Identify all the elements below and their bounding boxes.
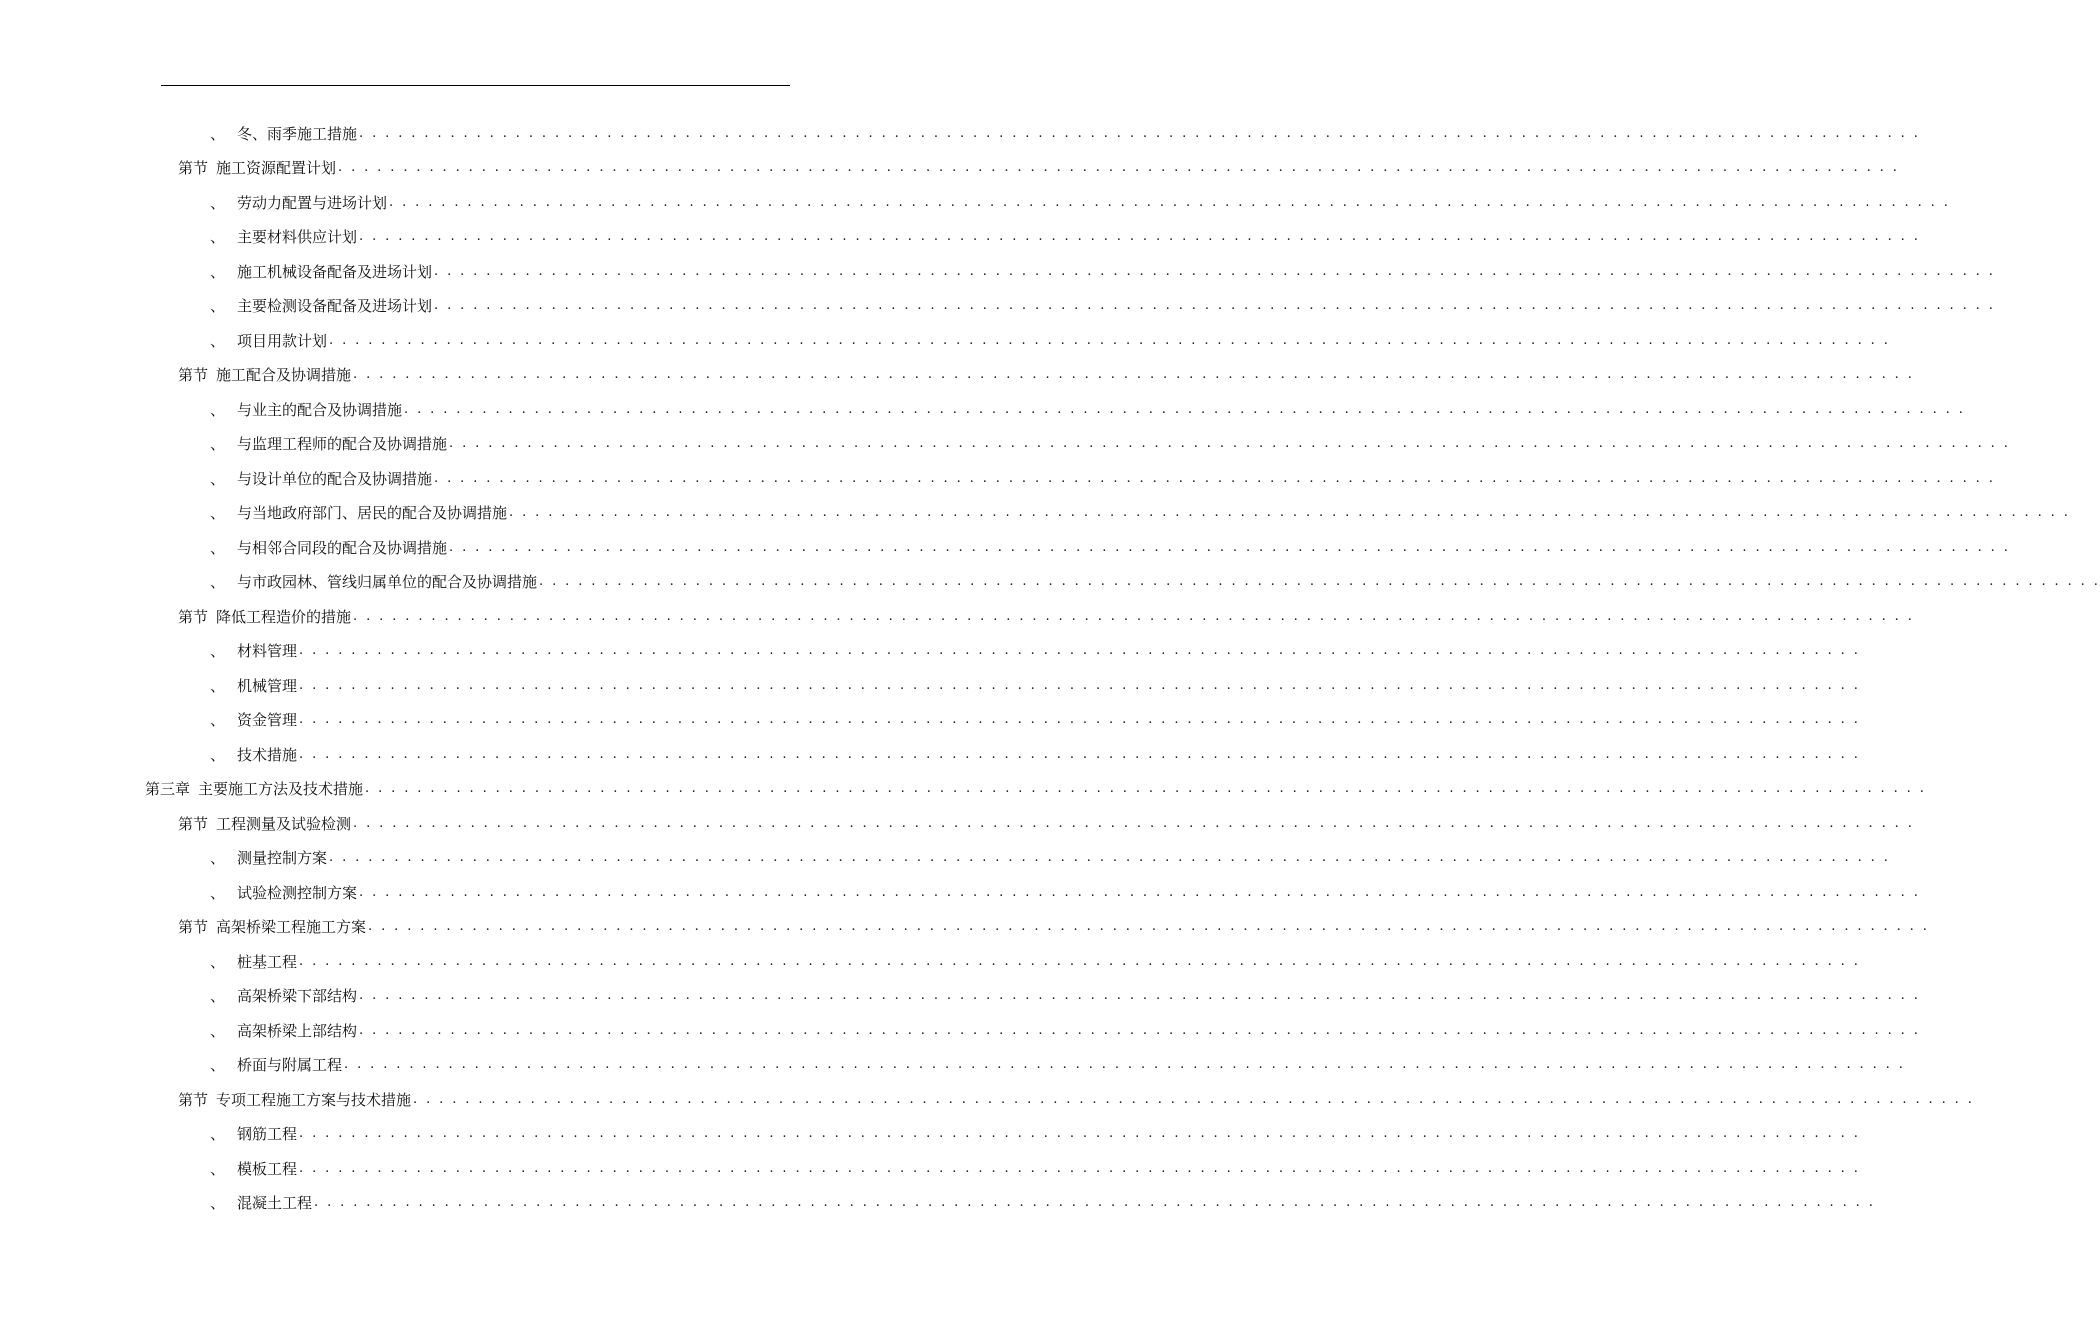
dot-leader: . . . . . . . . . . . . . . . . . . . . . . . . . . . . . . . . . . . . . . . . . . . . . . . . . . . . . . . . . . . . . . . . . . . . . . . . . . . . . . . . . . . . . . . . . . . . . . . . . . . . . . . . . . . . . . . . . . . . . . . . (353, 608, 1915, 624)
toc-entry-section[interactable] (0, 151, 1900, 186)
toc-entry-title: 施工资源配置计划 (216, 159, 337, 178)
toc-entry-title: 桥面与附属工程 (237, 1056, 343, 1075)
toc-entry-item[interactable] (0, 944, 1861, 979)
header-rule (161, 85, 790, 86)
dot-leader: . . . . . . . . . . . . . . . . . . . . . . . . . . . . . . . . . . . . . . . . . . . . . . . . . . . . . . . . . . . . . . . . . . . . . . . . . . . . . . . . . . . . . . . . . . . . . . . . . . . . . . . . . . . . . . . . . . . . . . . . (434, 470, 1996, 486)
dot-leader: . . . . . . . . . . . . . . . . . . . . . . . . . . . . . . . . . . . . . . . . . . . . . . . . . . . . . . . . . . . . . . . . . . . . . . . . . . . . . . . . . . . . . . . . . . . . . . . . . . . . . . . . . . . . . . . . . . . . . . . . (329, 850, 1891, 866)
toc-entry-title: 项目用款计划 (237, 331, 328, 350)
toc-entry-item[interactable] (0, 116, 1921, 151)
toc-entry-item[interactable] (0, 979, 1921, 1014)
toc-entry-item[interactable] (0, 1186, 1876, 1221)
toc-entry-title: 主要检测设备配备及进场计划 (237, 297, 433, 316)
toc-entry-title: 材料管理 (237, 642, 298, 661)
toc-entry-number: 、 (210, 711, 226, 730)
toc-entry-title: 与业主的配合及协调措施 (237, 400, 403, 419)
toc-entry-item[interactable] (0, 323, 1891, 358)
toc-entry-title: 桩基工程 (237, 952, 298, 971)
toc-entry-section[interactable] (0, 599, 1915, 634)
toc-entry-number: 、 (210, 849, 226, 868)
toc-entry-number: 、 (210, 469, 226, 488)
toc-entry-section[interactable] (0, 910, 1930, 945)
toc-entry-number: 第三章 (145, 780, 191, 799)
toc-entry-title: 高架桥梁下部结构 (237, 987, 358, 1006)
dot-leader: . . . . . . . . . . . . . . . . . . . . . . . . . . . . . . . . . . . . . . . . . . . . . . . . . . . . . . . . . . . . . . . . . . . . . . . . . . . . . . . . . . . . . . . . . . . . . . . . . . . . . . . . . . . . . . . . . . . . . . . . (299, 643, 1861, 659)
toc-entry-section[interactable] (0, 806, 1915, 841)
dot-leader: . . . . . . . . . . . . . . . . . . . . . . . . . . . . . . . . . . . . . . . . . . . . . . . . . . . . . . . . . . . . . . . . . . . . . . . . . . . . . . . . . . . . . . . . . . . . . . . . . . . . . . . . . . . . . . . . . . . . . . . . (413, 1091, 1975, 1107)
dot-leader: . . . . . . . . . . . . . . . . . . . . . . . . . . . . . . . . . . . . . . . . . . . . . . . . . . . . . . . . . . . . . . . . . . . . . . . . . . . . . . . . . . . . . . . . . . . . . . . . . . . . . . . . . . . . . . . . . . . . . . . . (353, 815, 1915, 831)
toc-entry-section[interactable] (0, 1082, 1975, 1117)
toc-entry-title: 施工配合及协调措施 (216, 366, 352, 385)
dot-leader: . . . . . . . . . . . . . . . . . . . . . . . . . . . . . . . . . . . . . . . . . . . . . . . . . . . . . . . . . . . . . . . . . . . . . . . . . . . . . . . . . . . . . . . . . . . . . . . . . . . . . . . . . . . . . . . . . . . . . . . . (299, 953, 1861, 969)
toc-entry-item[interactable] (0, 496, 2071, 531)
dot-leader: . . . . . . . . . . . . . . . . . . . . . . . . . . . . . . . . . . . . . . . . . . . . . . . . . . . . . . . . . . . . . . . . . . . . . . . . . . . . . . . . . . . . . . . . . . . . . . . . . . . . . . . . . . . . . . . . . . . . . . . . (353, 367, 1915, 383)
toc-entry-title: 机械管理 (237, 676, 298, 695)
dot-leader: . . . . . . . . . . . . . . . . . . . . . . . . . . . . . . . . . . . . . . . . . . . . . . . . . . . . . . . . . . . . . . . . . . . . . . . . . . . . . . . . . . . . . . . . . . . . . . . . . . . . . . . . . . . . . . . . . . . . . . . . (329, 332, 1891, 348)
toc-entry-title: 资金管理 (237, 711, 298, 730)
toc-entry-number: 、 (210, 642, 226, 661)
toc-entry-section[interactable] (0, 358, 1915, 393)
toc-entry-item[interactable] (0, 220, 1921, 255)
toc-entry-number: 、 (210, 1159, 226, 1178)
toc-entry-item[interactable] (0, 185, 1951, 220)
toc-entry-title: 高架桥梁上部结构 (237, 1021, 358, 1040)
toc-entry-number: 、 (210, 1125, 226, 1144)
toc-entry-number: 、 (210, 400, 226, 419)
toc-entry-title: 与监理工程师的配合及协调措施 (237, 435, 448, 454)
toc-entry-title: 测量控制方案 (237, 849, 328, 868)
dot-leader: . . . . . . . . . . . . . . . . . . . . . . . . . . . . . . . . . . . . . . . . . . . . . . . . . . . . . . . . . . . . . . . . . . . . . . . . . . . . . . . . . . . . . . . . . . . . . . . . . . . . . . . . . . . . . . . . . . . . . . . . (299, 1160, 1861, 1176)
toc-entry-item[interactable] (0, 461, 1996, 496)
toc-entry-item[interactable] (0, 289, 1996, 324)
dot-leader: . . . . . . . . . . . . . . . . . . . . . . . . . . . . . . . . . . . . . . . . . . . . . . . . . . . . . . . . . . . . . . . . . . . . . . . . . . . . . . . . . . . . . . . . . . . . . . . . . . . . . . . . . . . . . . . . . . . . . . . . (449, 436, 2011, 452)
toc-entry-item[interactable] (0, 841, 1891, 876)
dot-leader: . . . . . . . . . . . . . . . . . . . . . . . . . . . . . . . . . . . . . . . . . . . . . . . . . . . . . . . . . . . . . . . . . . . . . . . . . . . . . . . . . . . . . . . . . . . . . . . . . . . . . . . . . . . . . . . . . . . . . . . . (509, 505, 2071, 521)
toc-entry-item[interactable] (0, 1013, 1921, 1048)
toc-entry-number: 、 (210, 297, 226, 316)
dot-leader: . . . . . . . . . . . . . . . . . . . . . . . . . . . . . . . . . . . . . . . . . . . . . . . . . . . . . . . . . . . . . . . . . . . . . . . . . . . . . . . . . . . . . . . . . . . . . . . . . . . . . . . . . . . . . . . . . . . . . . . . (359, 125, 1921, 141)
toc-entry-number: 、 (210, 745, 226, 764)
dot-leader: . . . . . . . . . . . . . . . . . . . . . . . . . . . . . . . . . . . . . . . . . . . . . . . . . . . . . . . . . . . . . . . . . . . . . . . . . . . . . . . . . . . . . . . . . . . . . . . . . . . . . . . . . . . . . . . . . . . . . . . . (359, 229, 1921, 245)
toc-entry-item[interactable] (0, 737, 1861, 772)
dot-leader: . . . . . . . . . . . . . . . . . . . . . . . . . . . . . . . . . . . . . . . . . . . . . . . . . . . . . . . . . . . . . . . . . . . . . . . . . . . . . . . . . . . . . . . . . . . . . . . . . . . . . . . . . . . . . . . . . . . . . . . . (539, 574, 2100, 590)
dot-leader: . . . . . . . . . . . . . . . . . . . . . . . . . . . . . . . . . . . . . . . . . . . . . . . . . . . . . . . . . . . . . . . . . . . . . . . . . . . . . . . . . . . . . . . . . . . . . . . . . . . . . . . . . . . . . . . . . . . . . . . . (359, 884, 1921, 900)
toc-entry-title: 施工机械设备配备及进场计划 (237, 262, 433, 281)
toc-entry-number: 、 (210, 1056, 226, 1075)
toc-entry-title: 混凝土工程 (237, 1194, 313, 1213)
dot-leader: . . . . . . . . . . . . . . . . . . . . . . . . . . . . . . . . . . . . . . . . . . . . . . . . . . . . . . . . . . . . . . . . . . . . . . . . . . . . . . . . . . . . . . . . . . . . . . . . . . . . . . . . . . . . . . . . . . . . . . . . (338, 160, 1900, 176)
dot-leader: . . . . . . . . . . . . . . . . . . . . . . . . . . . . . . . . . . . . . . . . . . . . . . . . . . . . . . . . . . . . . . . . . . . . . . . . . . . . . . . . . . . . . . . . . . . . . . . . . . . . . . . . . . . . . . . . . . . . . . . . (299, 677, 1861, 693)
dot-leader: . . . . . . . . . . . . . . . . . . . . . . . . . . . . . . . . . . . . . . . . . . . . . . . . . . . . . . . . . . . . . . . . . . . . . . . . . . . . . . . . . . . . . . . . . . . . . . . . . . . . . . . . . . . . . . . . . . . . . . . . (344, 1057, 1906, 1073)
toc-entry-chapter[interactable] (0, 772, 1927, 807)
toc-entry-number: 第节 (178, 607, 209, 626)
toc-entry-title: 降低工程造价的措施 (216, 607, 352, 626)
toc-entry-number: 、 (210, 504, 226, 523)
dot-leader: . . . . . . . . . . . . . . . . . . . . . . . . . . . . . . . . . . . . . . . . . . . . . . . . . . . . . . . . . . . . . . . . . . . . . . . . . . . . . . . . . . . . . . . . . . . . . . . . . . . . . . . . . . . . . . . . . . . . . . . . (404, 401, 1966, 417)
toc-entry-item[interactable] (0, 668, 1861, 703)
toc-entry-item[interactable] (0, 703, 1861, 738)
toc-entry-title: 与当地政府部门、居民的配合及协调措施 (237, 504, 508, 523)
toc-entry-item[interactable] (0, 565, 2100, 600)
table-of-contents (0, 116, 2100, 1220)
toc-entry-number: 第节 (178, 159, 209, 178)
dot-leader: . . . . . . . . . . . . . . . . . . . . . . . . . . . . . . . . . . . . . . . . . . . . . . . . . . . . . . . . . . . . . . . . . . . . . . . . . . . . . . . . . . . . . . . . . . . . . . . . . . . . . . . . . . . . . . . . . . . . . . . . (359, 1022, 1921, 1038)
dot-leader: . . . . . . . . . . . . . . . . . . . . . . . . . . . . . . . . . . . . . . . . . . . . . . . . . . . . . . . . . . . . . . . . . . . . . . . . . . . . . . . . . . . . . . . . . . . . . . . . . . . . . . . . . . . . . . . . . . . . . . . . (314, 1195, 1876, 1211)
toc-entry-number: 、 (210, 987, 226, 1006)
toc-entry-number: 、 (210, 435, 226, 454)
toc-entry-item[interactable] (0, 530, 2011, 565)
toc-entry-item[interactable] (0, 1048, 1906, 1083)
toc-entry-title: 工程测量及试验检测 (216, 814, 352, 833)
toc-entry-number: 第节 (178, 814, 209, 833)
toc-entry-number: 第节 (178, 918, 209, 937)
toc-entry-title: 与相邻合同段的配合及协调措施 (237, 538, 448, 557)
toc-entry-title: 模板工程 (237, 1159, 298, 1178)
toc-entry-number: 、 (210, 676, 226, 695)
dot-leader: . . . . . . . . . . . . . . . . . . . . . . . . . . . . . . . . . . . . . . . . . . . . . . . . . . . . . . . . . . . . . . . . . . . . . . . . . . . . . . . . . . . . . . . . . . . . . . . . . . . . . . . . . . . . . . . . . . . . . . . . (368, 919, 1930, 935)
toc-entry-title: 专项工程施工方案与技术措施 (216, 1090, 412, 1109)
toc-entry-number: 、 (210, 193, 226, 212)
toc-entry-item[interactable] (0, 427, 2011, 462)
toc-entry-number: 、 (210, 883, 226, 902)
toc-entry-title: 高架桥梁工程施工方案 (216, 918, 367, 937)
toc-entry-item[interactable] (0, 1117, 1861, 1152)
dot-leader: . . . . . . . . . . . . . . . . . . . . . . . . . . . . . . . . . . . . . . . . . . . . . . . . . . . . . . . . . . . . . . . . . . . . . . . . . . . . . . . . . . . . . . . . . . . . . . . . . . . . . . . . . . . . . . . . . . . . . . . . (449, 539, 2011, 555)
dot-leader: . . . . . . . . . . . . . . . . . . . . . . . . . . . . . . . . . . . . . . . . . . . . . . . . . . . . . . . . . . . . . . . . . . . . . . . . . . . . . . . . . . . . . . . . . . . . . . . . . . . . . . . . . . . . . . . . . . . . . . . . (299, 1126, 1861, 1142)
dot-leader: . . . . . . . . . . . . . . . . . . . . . . . . . . . . . . . . . . . . . . . . . . . . . . . . . . . . . . . . . . . . . . . . . . . . . . . . . . . . . . . . . . . . . . . . . . . . . . . . . . . . . . . . . . . . . . . . . . . . . . . . (389, 194, 1951, 210)
toc-entry-number: 、 (210, 262, 226, 281)
dot-leader: . . . . . . . . . . . . . . . . . . . . . . . . . . . . . . . . . . . . . . . . . . . . . . . . . . . . . . . . . . . . . . . . . . . . . . . . . . . . . . . . . . . . . . . . . . . . . . . . . . . . . . . . . . . . . . . . . . . . . . . . (434, 298, 1996, 314)
toc-entry-item[interactable] (0, 875, 1921, 910)
toc-entry-title: 冬、雨季施工措施 (237, 124, 358, 143)
dot-leader: . . . . . . . . . . . . . . . . . . . . . . . . . . . . . . . . . . . . . . . . . . . . . . . . . . . . . . . . . . . . . . . . . . . . . . . . . . . . . . . . . . . . . . . . . . . . . . . . . . . . . . . . . . . . . . . . . . . . . . . . (299, 712, 1861, 728)
toc-entry-title: 与市政园林、管线归属单位的配合及协调措施 (237, 573, 538, 592)
toc-entry-number: 第节 (178, 366, 209, 385)
toc-entry-number: 第节 (178, 1090, 209, 1109)
dot-leader: . . . . . . . . . . . . . . . . . . . . . . . . . . . . . . . . . . . . . . . . . . . . . . . . . . . . . . . . . . . . . . . . . . . . . . . . . . . . . . . . . . . . . . . . . . . . . . . . . . . . . . . . . . . . . . . . . . . . . . . . (365, 781, 1927, 797)
toc-entry-title: 主要材料供应计划 (237, 228, 358, 247)
toc-entry-title: 劳动力配置与进场计划 (237, 193, 388, 212)
toc-entry-item[interactable] (0, 634, 1861, 669)
toc-entry-title: 试验检测控制方案 (237, 883, 358, 902)
toc-entry-number: 、 (210, 124, 226, 143)
toc-entry-number: 、 (210, 952, 226, 971)
dot-leader: . . . . . . . . . . . . . . . . . . . . . . . . . . . . . . . . . . . . . . . . . . . . . . . . . . . . . . . . . . . . . . . . . . . . . . . . . . . . . . . . . . . . . . . . . . . . . . . . . . . . . . . . . . . . . . . . . . . . . . . . (359, 988, 1921, 1004)
toc-entry-item[interactable] (0, 1151, 1861, 1186)
toc-entry-number: 、 (210, 573, 226, 592)
toc-entry-title: 钢筋工程 (237, 1125, 298, 1144)
toc-entry-number: 、 (210, 1021, 226, 1040)
toc-entry-number: 、 (210, 1194, 226, 1213)
toc-entry-number: 、 (210, 538, 226, 557)
toc-entry-item[interactable] (0, 392, 1966, 427)
toc-entry-item[interactable] (0, 254, 1996, 289)
toc-entry-title: 与设计单位的配合及协调措施 (237, 469, 433, 488)
toc-entry-number: 、 (210, 331, 226, 350)
toc-entry-title: 技术措施 (237, 745, 298, 764)
dot-leader: . . . . . . . . . . . . . . . . . . . . . . . . . . . . . . . . . . . . . . . . . . . . . . . . . . . . . . . . . . . . . . . . . . . . . . . . . . . . . . . . . . . . . . . . . . . . . . . . . . . . . . . . . . . . . . . . . . . . . . . . (299, 746, 1861, 762)
toc-entry-title: 主要施工方法及技术措施 (198, 780, 364, 799)
toc-entry-number: 、 (210, 228, 226, 247)
dot-leader: . . . . . . . . . . . . . . . . . . . . . . . . . . . . . . . . . . . . . . . . . . . . . . . . . . . . . . . . . . . . . . . . . . . . . . . . . . . . . . . . . . . . . . . . . . . . . . . . . . . . . . . . . . . . . . . . . . . . . . . . (434, 263, 1996, 279)
